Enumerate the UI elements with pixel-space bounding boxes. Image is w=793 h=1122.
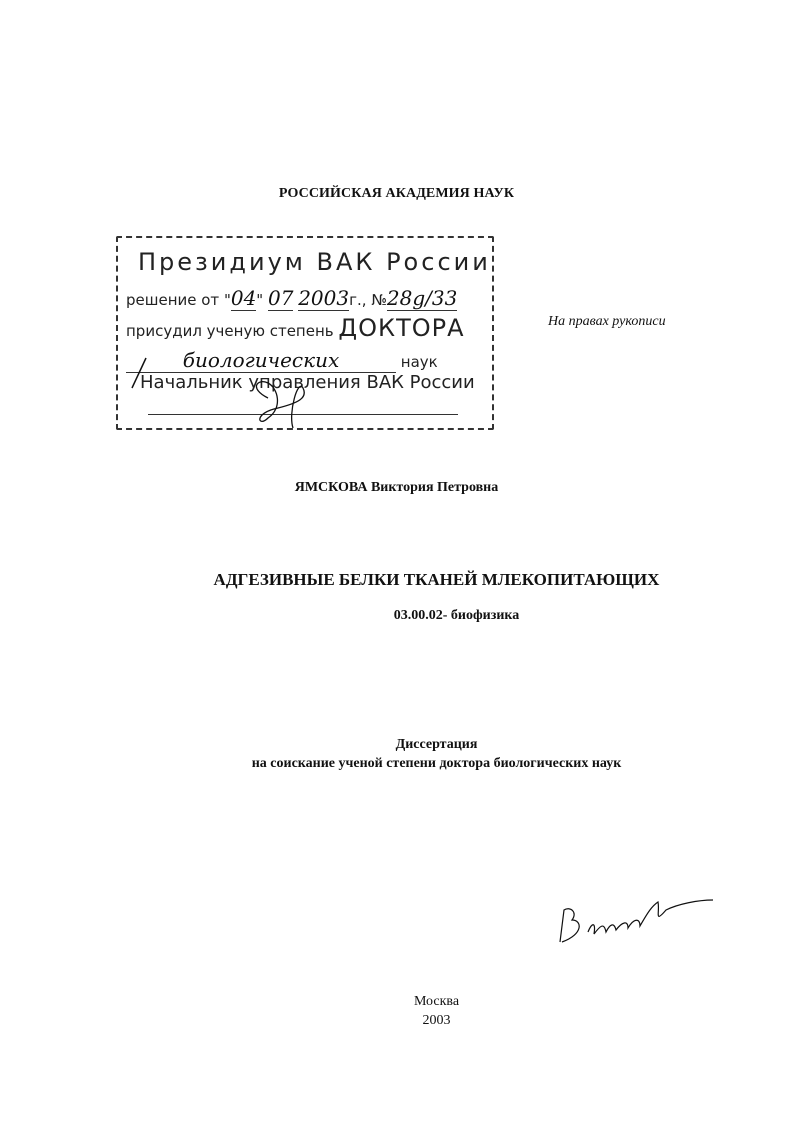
stamp-decision-month: 07	[267, 286, 294, 310]
dissertation-title: АДГЕЗИВНЫЕ БЕЛКИ ТКАНЕЙ МЛЕКОПИТАЮЩИХ	[213, 570, 660, 589]
dissertation-purpose: на соискание ученой степени доктора биологических наук	[251, 756, 622, 771]
academy-heading: РОССИЙСКАЯ АКАДЕМИЯ НАУК	[278, 186, 515, 201]
stamp-decision-day: 04	[230, 286, 257, 310]
stamp-year-suffix: г.,	[349, 291, 367, 309]
stamp-degree-prefix: присудил ученую степень	[126, 322, 334, 340]
stamp-decision-line: решение от "04" 07 2003г., №28g/33	[126, 286, 458, 310]
stamp-number-prefix: №	[371, 291, 387, 309]
handwritten-signature	[548, 882, 718, 962]
author-line	[120, 480, 673, 496]
stamp-number: 28g/33	[386, 286, 458, 310]
year: 2003	[422, 1013, 451, 1028]
stamp-decision-year: 2003	[298, 286, 350, 310]
vak-stamp	[116, 236, 494, 430]
stamp-title: Президиум ВАК России	[138, 248, 491, 276]
stamp-science-field: биологических	[126, 348, 396, 373]
author-name: Виктория Петровна	[370, 480, 499, 495]
city: Москва	[413, 994, 460, 1009]
manuscript-note: На правах рукописи	[548, 314, 666, 329]
stamp-chief: Начальник управления ВАК России	[140, 372, 475, 393]
dissertation-type: Диссертация	[395, 737, 478, 752]
stamp-science-suffix: наук	[400, 353, 438, 371]
stamp-decision-prefix: решение от	[126, 291, 220, 309]
stamp-degree: ДОКТОРА	[338, 314, 465, 342]
author-surname: ЯМСКОВА	[294, 480, 368, 495]
specialty-code: 03.00.02- биофизика	[393, 608, 520, 623]
stamp-signature-mark	[118, 238, 492, 428]
